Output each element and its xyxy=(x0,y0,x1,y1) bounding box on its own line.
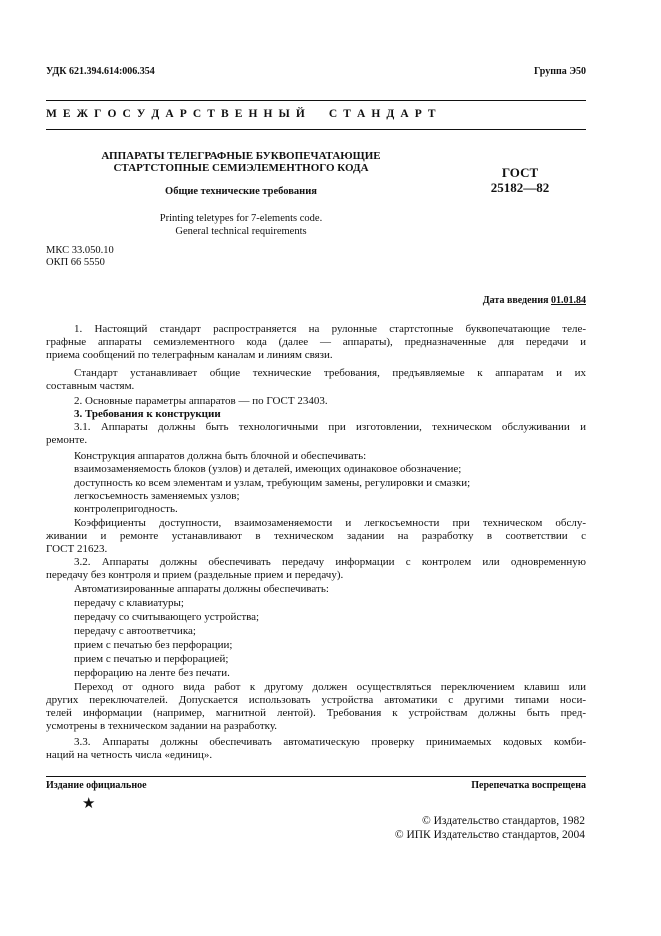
copyright-block xyxy=(395,814,585,842)
copyright-1982: © Издательство стандартов, 1982 xyxy=(421,815,585,827)
body-line: ремонте. xyxy=(46,434,88,446)
body-line: графные аппараты семиэлементного кода (далее — аппараты), предназначенные для передачи и xyxy=(46,336,586,348)
english-title-line-1: Printing teletypes for 7-elements code. xyxy=(159,213,323,224)
body-line: 3.3. Аппараты должны обеспечивать автоматическую проверку принимаемых кодовых комби- xyxy=(74,736,586,748)
star-icon: ★ xyxy=(82,796,96,812)
list-item: легкосъемность заменяемых узлов; xyxy=(74,490,240,502)
body-line: Стандарт устанавливает общие технические требования, предъявляемые к аппаратам и их xyxy=(74,367,586,379)
body-line: живании и ремонте устанавливают в техническом задании на разработку в соответствии с xyxy=(46,530,586,542)
list-item: прием с печатью и перфорацией; xyxy=(74,653,229,665)
body-line: Переход от одного вида работ к другому должен осуществляться переключением клавиш или xyxy=(74,681,586,693)
title-block xyxy=(46,150,436,174)
title-line-2: СТАРТСТОПНЫЕ СЕМИЭЛЕМЕНТНОГО КОДА xyxy=(113,162,369,174)
body-line: передачу без контроля и прием (раздельные прием и передачу). xyxy=(46,569,344,581)
official-edition: Издание официальное xyxy=(46,780,147,791)
title-line-1: АППАРАТЫ ТЕЛЕГРАФНЫЕ БУКВОПЕЧАТАЮЩИЕ xyxy=(101,150,381,162)
body-line: Автоматизированные аппараты должны обеспечивать: xyxy=(74,583,329,595)
list-item: контролепригодность. xyxy=(74,503,178,515)
interstate-standard-banner: М Е Ж Г О С У Д А Р С Т В Е Н Н Ы Й С Т А Н Д А Р Т xyxy=(46,108,438,120)
udc-code: УДК 621.394.614:006.354 xyxy=(46,66,155,77)
gost-designation xyxy=(470,165,570,195)
english-title xyxy=(46,212,436,238)
body-line: 1. Настоящий стандарт распространяется на рулонные стартстопные буквопечатающие теле- xyxy=(74,323,586,335)
body-line: телей информации (например, магнитной лентой). Требования к устройствам должны быть пред- xyxy=(46,707,586,719)
footer-rule xyxy=(46,776,586,777)
body-line: других переключателей. Допускается использовать устройства автоматики с другими типами носи- xyxy=(46,694,586,706)
body-line: Коэффициенты доступности, взаимозаменяемости и легкосъемности при техническом обслу- xyxy=(74,517,586,529)
gost-number: 25182—82 xyxy=(490,180,550,195)
body-line: наций на четность числа «единиц». xyxy=(46,749,213,761)
copyright-2004: © ИПК Издательство стандартов, 2004 xyxy=(394,829,585,841)
list-item: прием с печатью без перфорации; xyxy=(74,639,233,651)
body-line: 3.2. Аппараты должны обеспечивать передачу информации с контролем или одновременную xyxy=(74,556,586,568)
body-line: Конструкция аппаратов должна быть блочной и обеспечивать: xyxy=(74,450,367,462)
effective-date xyxy=(483,295,586,306)
english-title-line-2: General technical requirements xyxy=(175,226,307,237)
reprint-prohibited: Перепечатка воспрещена xyxy=(471,780,586,791)
group-code: Группа Э50 xyxy=(534,66,586,77)
list-item: взаимозаменяемость блоков (узлов) и деталей, имеющих одинаковое обозначение; xyxy=(74,463,462,475)
body-line: усмотрены в техническом задании на разработку. xyxy=(46,720,278,732)
effective-date-label: Дата введения xyxy=(482,295,549,306)
body-line: ГОСТ 21623. xyxy=(46,543,108,555)
list-item: передачу со считывающего устройства; xyxy=(74,611,260,623)
banner-rule xyxy=(46,129,586,130)
body-line: составным частям. xyxy=(46,380,135,392)
document-subtitle: Общие технические требования xyxy=(165,186,317,197)
section-heading: 3. Требования к конструкции xyxy=(74,408,221,420)
classification-codes xyxy=(46,245,114,269)
list-item: перфорацию на ленте без печати. xyxy=(74,667,230,679)
okp-code: ОКП 66 5550 xyxy=(46,257,105,268)
body-line: 3.1. Аппараты должны быть технологичными при изготовлении, техническом обслуживании и xyxy=(74,421,586,433)
mks-code: МКС 33.050.10 xyxy=(46,245,114,256)
body-line: 2. Основные параметры аппаратов — по ГОСТ 23403. xyxy=(74,395,328,407)
body-line: приема сообщений по телеграфным каналам и линиям связи. xyxy=(46,349,333,361)
top-rule xyxy=(46,100,586,101)
list-item: доступность ко всем элементам и узлам, требующим замены, регулировки и смазки; xyxy=(74,477,471,489)
list-item: передачу с автоответчика; xyxy=(74,625,196,637)
effective-date-value: 01.01.84 xyxy=(551,295,586,306)
gost-label: ГОСТ xyxy=(501,165,539,180)
list-item: передачу с клавиатуры; xyxy=(74,597,184,609)
